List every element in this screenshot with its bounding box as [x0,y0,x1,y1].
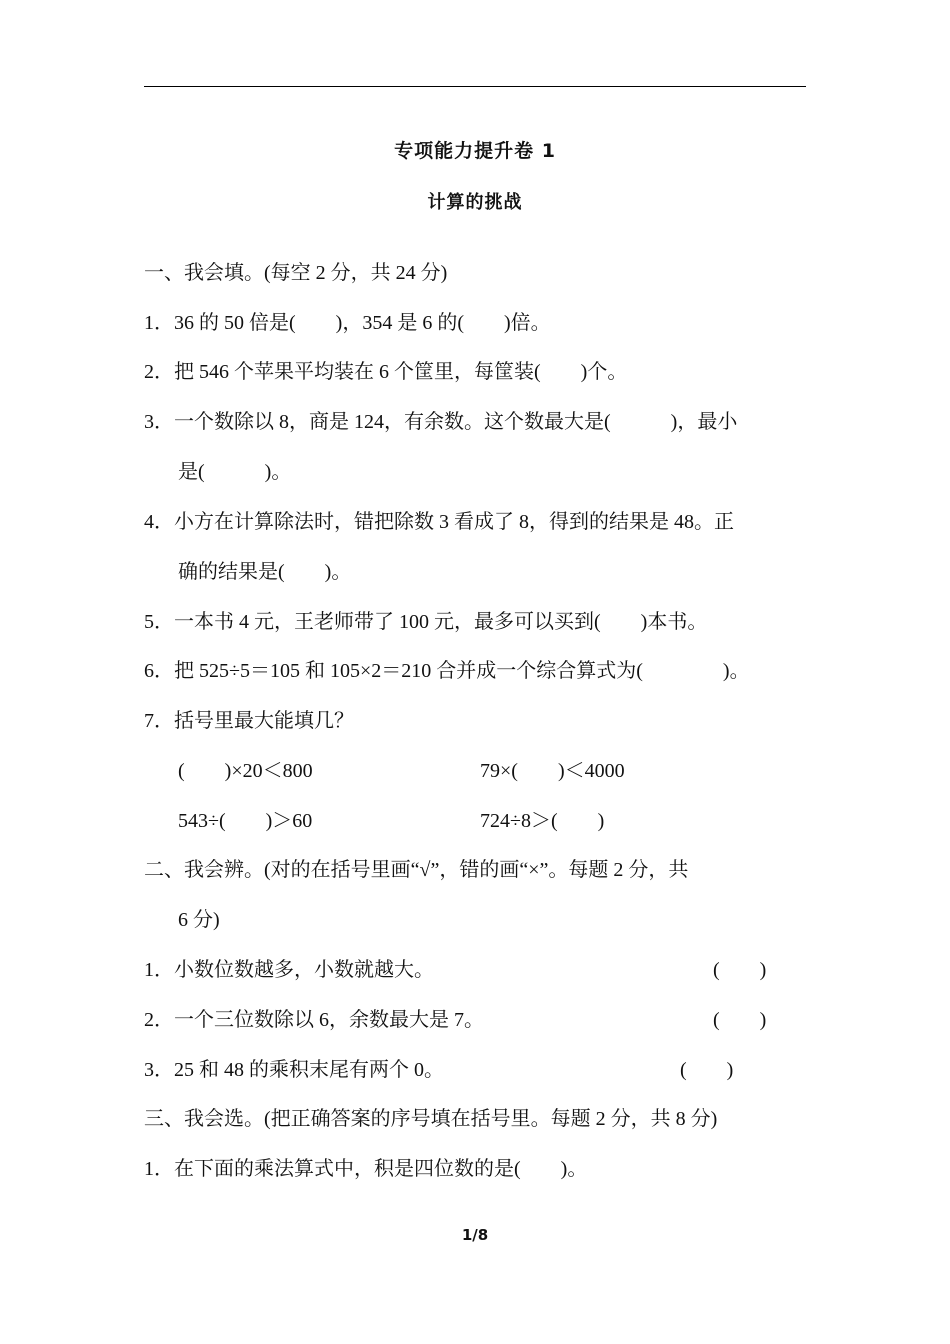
section1-heading: 一、我会填。(每空 2 分，共 24 分) [144,262,448,284]
section1-q7: 7．括号里最大能填几？ [144,710,354,732]
page-number: 1/8 [461,1226,489,1244]
section1-q1: 1．36 的 50 倍是( )，354 是 6 的( )倍。 [144,312,551,334]
answer-paren: ( ) [713,959,767,981]
section2-q1: 1．小数位数越多，小数就越大。 [144,959,434,981]
q7-item-1: ( )×20＜800 [178,760,313,782]
header-rule [144,86,806,87]
section2-q3: 3．25 和 48 的乘积末尾有两个 0。 [144,1059,444,1081]
answer-paren: ( ) [680,1059,734,1081]
section1-q4-line2: 确的结果是( )。 [178,561,352,583]
section1-q6: 6．把 525÷5＝105 和 105×2＝210 合并成一个综合算式为( )。 [144,660,750,682]
q7-item-2: 79×( )＜4000 [480,760,625,782]
section3-q1: 1．在下面的乘法算式中，积是四位数的是( )。 [144,1158,588,1180]
section2-q2: 2．一个三位数除以 6，余数最大是 7。 [144,1009,484,1031]
section2-heading-line1: 二、我会辨。(对的在括号里画“√”，错的画“×”。每题 2 分，共 [144,859,689,881]
section1-q4-line1: 4．小方在计算除法时，错把除数 3 看成了 8，得到的结果是 48。正 [144,511,734,533]
section2-heading-line2: 6 分) [178,909,220,931]
q7-item-3: 543÷( )＞60 [178,810,313,832]
page-subtitle: 计算的挑战 [427,192,523,213]
answer-paren: ( ) [713,1009,767,1031]
q7-item-4: 724÷8＞( ) [480,810,605,832]
section1-q2: 2．把 546 个苹果平均装在 6 个筐里，每筐装( )个。 [144,361,628,383]
section1-q3-line1: 3．一个数除以 8，商是 124，有余数。这个数最大是( )，最小 [144,411,738,433]
section1-q3-line2: 是( )。 [178,461,292,483]
section3-heading: 三、我会选。(把正确答案的序号填在括号里。每题 2 分，共 8 分) [144,1108,718,1130]
page-title: 专项能力提升卷 1 [394,140,556,162]
section1-q5: 5．一本书 4 元，王老师带了 100 元，最多可以买到( )本书。 [144,611,708,633]
